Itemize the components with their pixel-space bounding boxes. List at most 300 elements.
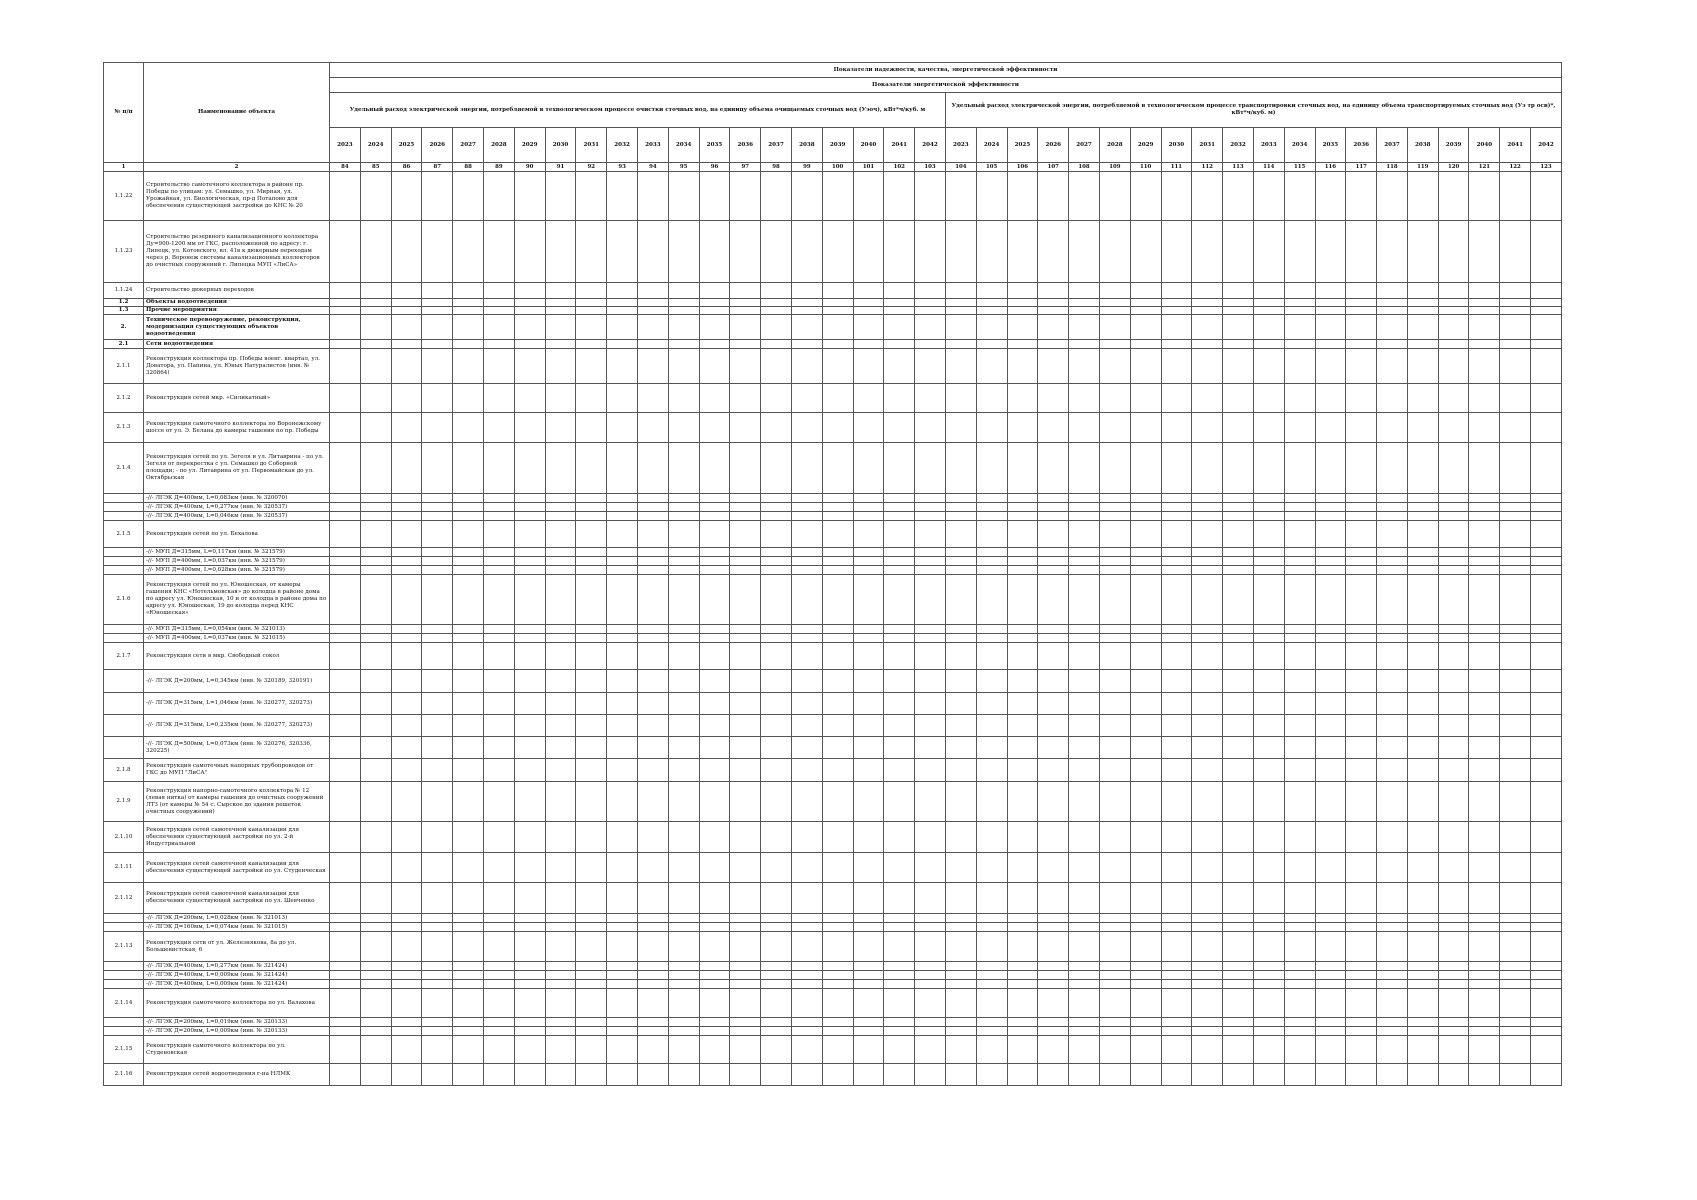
value-cell bbox=[761, 307, 792, 315]
value-cell bbox=[1223, 307, 1254, 315]
value-cell bbox=[1130, 923, 1161, 932]
value-cell bbox=[1130, 670, 1161, 693]
value-cell bbox=[884, 384, 915, 413]
value-cell bbox=[1007, 883, 1038, 914]
value-cell bbox=[1346, 307, 1377, 315]
value-cell bbox=[453, 914, 484, 923]
value-cell bbox=[1438, 413, 1469, 443]
value-cell bbox=[668, 715, 699, 737]
value-cell bbox=[1038, 566, 1069, 575]
value-cell bbox=[761, 883, 792, 914]
value-cell bbox=[483, 340, 514, 349]
value-cell bbox=[514, 737, 545, 759]
value-cell bbox=[607, 822, 638, 853]
header-column-number: 108 bbox=[1069, 163, 1100, 172]
value-cell bbox=[391, 221, 422, 283]
value-cell bbox=[1192, 340, 1223, 349]
value-cell bbox=[637, 759, 668, 782]
value-cell bbox=[545, 384, 576, 413]
value-cell bbox=[576, 503, 607, 512]
value-cell bbox=[1130, 512, 1161, 521]
value-cell bbox=[1531, 349, 1562, 384]
value-cell bbox=[976, 315, 1007, 340]
value-cell bbox=[699, 221, 730, 283]
value-cell bbox=[699, 822, 730, 853]
value-cell bbox=[391, 853, 422, 883]
value-cell bbox=[1438, 1018, 1469, 1027]
value-cell bbox=[576, 1027, 607, 1036]
value-cell bbox=[330, 670, 361, 693]
value-cell bbox=[637, 443, 668, 494]
header-column-number: 88 bbox=[453, 163, 484, 172]
value-cell bbox=[1192, 634, 1223, 643]
row-number bbox=[104, 980, 144, 989]
value-cell bbox=[853, 1027, 884, 1036]
value-cell bbox=[1007, 853, 1038, 883]
value-cell bbox=[637, 349, 668, 384]
value-cell bbox=[761, 172, 792, 221]
table-row bbox=[104, 384, 1562, 413]
value-cell bbox=[422, 512, 453, 521]
value-cell bbox=[1130, 980, 1161, 989]
value-cell bbox=[1007, 575, 1038, 625]
table-row bbox=[104, 914, 1562, 923]
value-cell bbox=[576, 962, 607, 971]
value-cell bbox=[545, 557, 576, 566]
value-cell bbox=[514, 962, 545, 971]
value-cell bbox=[1346, 566, 1377, 575]
header-column-number: 101 bbox=[853, 163, 884, 172]
value-cell bbox=[915, 759, 946, 782]
value-cell bbox=[422, 557, 453, 566]
value-cell bbox=[945, 557, 976, 566]
value-cell bbox=[1315, 384, 1346, 413]
value-cell bbox=[1469, 932, 1500, 962]
value-cell bbox=[1038, 822, 1069, 853]
value-cell bbox=[1253, 1018, 1284, 1027]
value-cell bbox=[1531, 1064, 1562, 1086]
value-cell bbox=[330, 1064, 361, 1086]
value-cell bbox=[761, 1027, 792, 1036]
value-cell bbox=[1407, 737, 1438, 759]
value-cell bbox=[545, 299, 576, 307]
value-cell bbox=[607, 759, 638, 782]
value-cell bbox=[976, 349, 1007, 384]
value-cell bbox=[1500, 172, 1531, 221]
value-cell bbox=[976, 932, 1007, 962]
value-cell bbox=[422, 315, 453, 340]
value-cell bbox=[576, 575, 607, 625]
value-cell bbox=[1284, 443, 1315, 494]
value-cell bbox=[945, 670, 976, 693]
value-cell bbox=[699, 340, 730, 349]
value-cell bbox=[1192, 822, 1223, 853]
value-cell bbox=[1130, 384, 1161, 413]
row-object-name: Объекты водоотведения bbox=[144, 299, 330, 307]
value-cell bbox=[1038, 221, 1069, 283]
value-cell bbox=[791, 634, 822, 643]
table-header bbox=[104, 63, 1562, 172]
value-cell bbox=[637, 283, 668, 299]
value-cell bbox=[699, 932, 730, 962]
value-cell bbox=[668, 307, 699, 315]
value-cell bbox=[1223, 971, 1254, 980]
row-number: 2.1 bbox=[104, 340, 144, 349]
value-cell bbox=[761, 634, 792, 643]
value-cell bbox=[1069, 737, 1100, 759]
value-cell bbox=[453, 503, 484, 512]
value-cell bbox=[1346, 512, 1377, 521]
value-cell bbox=[1161, 1018, 1192, 1027]
value-cell bbox=[330, 512, 361, 521]
value-cell bbox=[391, 971, 422, 980]
value-cell bbox=[884, 737, 915, 759]
value-cell bbox=[1315, 853, 1346, 883]
value-cell bbox=[1253, 989, 1284, 1018]
value-cell bbox=[483, 1027, 514, 1036]
value-cell bbox=[1253, 634, 1284, 643]
value-cell bbox=[761, 670, 792, 693]
value-cell bbox=[668, 670, 699, 693]
value-cell bbox=[668, 1018, 699, 1027]
value-cell bbox=[853, 634, 884, 643]
value-cell bbox=[1007, 548, 1038, 557]
value-cell bbox=[699, 1027, 730, 1036]
value-cell bbox=[576, 1036, 607, 1064]
row-object-name: Реконструкция напорно-самотечного коллектора № 12 (левая нитка) от камеры гашения до очистных сооружений ЛТЗ (от камеры № 54 с. Сырское до здания решеток очистных сооружений) bbox=[144, 782, 330, 822]
value-cell bbox=[1377, 221, 1408, 283]
value-cell bbox=[1346, 670, 1377, 693]
value-cell bbox=[360, 503, 391, 512]
value-cell bbox=[1284, 822, 1315, 853]
value-cell bbox=[1099, 283, 1130, 299]
value-cell bbox=[422, 349, 453, 384]
header-year: 2036 bbox=[1346, 128, 1377, 163]
value-cell bbox=[514, 853, 545, 883]
value-cell bbox=[699, 575, 730, 625]
value-cell bbox=[1192, 1036, 1223, 1064]
header-column-number: 122 bbox=[1500, 163, 1531, 172]
value-cell bbox=[915, 715, 946, 737]
value-cell bbox=[1130, 625, 1161, 634]
value-cell bbox=[1469, 1064, 1500, 1086]
value-cell bbox=[1007, 221, 1038, 283]
value-cell bbox=[884, 625, 915, 634]
value-cell bbox=[853, 962, 884, 971]
header-column-number: 85 bbox=[360, 163, 391, 172]
value-cell bbox=[1161, 759, 1192, 782]
value-cell bbox=[453, 643, 484, 670]
value-cell bbox=[1469, 980, 1500, 989]
value-cell bbox=[1130, 575, 1161, 625]
value-cell bbox=[637, 989, 668, 1018]
value-cell bbox=[483, 643, 514, 670]
value-cell bbox=[1377, 512, 1408, 521]
value-cell bbox=[637, 923, 668, 932]
value-cell bbox=[730, 221, 761, 283]
value-cell bbox=[1346, 932, 1377, 962]
value-cell bbox=[945, 443, 976, 494]
value-cell bbox=[637, 1018, 668, 1027]
header-year: 2024 bbox=[360, 128, 391, 163]
value-cell bbox=[1007, 923, 1038, 932]
value-cell bbox=[576, 914, 607, 923]
value-cell bbox=[791, 566, 822, 575]
value-cell bbox=[791, 503, 822, 512]
value-cell bbox=[884, 575, 915, 625]
row-object-name: Реконструкция коллектора пр. Победы военг. квартал, ул. Доватора, ул. Папина, ул. Юных Натуралистов (инв. № 320864) bbox=[144, 349, 330, 384]
value-cell bbox=[1438, 384, 1469, 413]
value-cell bbox=[976, 989, 1007, 1018]
value-cell bbox=[976, 1018, 1007, 1027]
value-cell bbox=[791, 737, 822, 759]
value-cell bbox=[422, 1027, 453, 1036]
table-row bbox=[104, 299, 1562, 307]
value-cell bbox=[1500, 548, 1531, 557]
value-cell bbox=[1130, 443, 1161, 494]
value-cell bbox=[1531, 443, 1562, 494]
value-cell bbox=[1315, 340, 1346, 349]
value-cell bbox=[483, 962, 514, 971]
value-cell bbox=[330, 962, 361, 971]
header-column-number: 112 bbox=[1192, 163, 1223, 172]
value-cell bbox=[1531, 853, 1562, 883]
table-row bbox=[104, 625, 1562, 634]
header-year: 2034 bbox=[668, 128, 699, 163]
value-cell bbox=[791, 914, 822, 923]
value-cell bbox=[453, 548, 484, 557]
value-cell bbox=[1315, 575, 1346, 625]
value-cell bbox=[822, 557, 853, 566]
value-cell bbox=[360, 307, 391, 315]
value-cell bbox=[483, 566, 514, 575]
value-cell bbox=[330, 643, 361, 670]
value-cell bbox=[1223, 494, 1254, 503]
value-cell bbox=[730, 989, 761, 1018]
header-year: 2038 bbox=[791, 128, 822, 163]
value-cell bbox=[761, 384, 792, 413]
value-cell bbox=[607, 221, 638, 283]
value-cell bbox=[976, 548, 1007, 557]
value-cell bbox=[391, 566, 422, 575]
value-cell bbox=[822, 512, 853, 521]
value-cell bbox=[1531, 566, 1562, 575]
value-cell bbox=[761, 971, 792, 980]
value-cell bbox=[1007, 932, 1038, 962]
value-cell bbox=[422, 1018, 453, 1027]
value-cell bbox=[453, 923, 484, 932]
value-cell bbox=[1007, 625, 1038, 634]
value-cell bbox=[1038, 1027, 1069, 1036]
value-cell bbox=[607, 503, 638, 512]
row-object-name: Реконструкция сетей самотечной канализации для обеспечения существующей застройки по ул. Шевченко bbox=[144, 883, 330, 914]
value-cell bbox=[1099, 853, 1130, 883]
value-cell bbox=[1253, 340, 1284, 349]
value-cell bbox=[1038, 989, 1069, 1018]
value-cell bbox=[761, 221, 792, 283]
value-cell bbox=[514, 989, 545, 1018]
value-cell bbox=[1438, 822, 1469, 853]
value-cell bbox=[1469, 221, 1500, 283]
value-cell bbox=[1069, 670, 1100, 693]
value-cell bbox=[1438, 737, 1469, 759]
value-cell bbox=[360, 1027, 391, 1036]
value-cell bbox=[1377, 1018, 1408, 1027]
value-cell bbox=[1438, 782, 1469, 822]
value-cell bbox=[1223, 643, 1254, 670]
value-cell bbox=[1223, 782, 1254, 822]
value-cell bbox=[1192, 349, 1223, 384]
value-cell bbox=[853, 625, 884, 634]
header-year: 2029 bbox=[1130, 128, 1161, 163]
value-cell bbox=[514, 172, 545, 221]
table-row bbox=[104, 782, 1562, 822]
value-cell bbox=[668, 315, 699, 340]
value-cell bbox=[1469, 914, 1500, 923]
value-cell bbox=[607, 172, 638, 221]
value-cell bbox=[1346, 1064, 1377, 1086]
value-cell bbox=[1407, 914, 1438, 923]
value-cell bbox=[1253, 521, 1284, 548]
value-cell bbox=[945, 634, 976, 643]
value-cell bbox=[1223, 172, 1254, 221]
value-cell bbox=[884, 548, 915, 557]
header-year: 2033 bbox=[637, 128, 668, 163]
value-cell bbox=[607, 923, 638, 932]
value-cell bbox=[1531, 634, 1562, 643]
value-cell bbox=[730, 172, 761, 221]
value-cell bbox=[1531, 822, 1562, 853]
value-cell bbox=[791, 932, 822, 962]
row-number: 1.1.24 bbox=[104, 283, 144, 299]
value-cell bbox=[1438, 548, 1469, 557]
value-cell bbox=[945, 172, 976, 221]
value-cell bbox=[915, 548, 946, 557]
header-year: 2027 bbox=[1069, 128, 1100, 163]
value-cell bbox=[699, 443, 730, 494]
value-cell bbox=[730, 575, 761, 625]
value-cell bbox=[545, 494, 576, 503]
value-cell bbox=[1099, 566, 1130, 575]
value-cell bbox=[822, 625, 853, 634]
value-cell bbox=[822, 566, 853, 575]
value-cell bbox=[853, 512, 884, 521]
value-cell bbox=[761, 548, 792, 557]
value-cell bbox=[976, 1027, 1007, 1036]
value-cell bbox=[761, 1018, 792, 1027]
value-cell bbox=[822, 670, 853, 693]
value-cell bbox=[1500, 299, 1531, 307]
value-cell bbox=[1253, 980, 1284, 989]
value-cell bbox=[607, 494, 638, 503]
value-cell bbox=[1192, 914, 1223, 923]
value-cell bbox=[422, 923, 453, 932]
value-cell bbox=[1377, 634, 1408, 643]
value-cell bbox=[791, 512, 822, 521]
value-cell bbox=[1407, 349, 1438, 384]
value-cell bbox=[514, 413, 545, 443]
value-cell bbox=[330, 782, 361, 822]
value-cell bbox=[915, 923, 946, 932]
value-cell bbox=[761, 512, 792, 521]
value-cell bbox=[1284, 782, 1315, 822]
value-cell bbox=[791, 340, 822, 349]
value-cell bbox=[391, 914, 422, 923]
value-cell bbox=[330, 971, 361, 980]
value-cell bbox=[1284, 221, 1315, 283]
value-cell bbox=[422, 283, 453, 299]
value-cell bbox=[483, 693, 514, 715]
value-cell bbox=[607, 971, 638, 980]
value-cell bbox=[884, 962, 915, 971]
value-cell bbox=[391, 172, 422, 221]
value-cell bbox=[1253, 670, 1284, 693]
value-cell bbox=[976, 557, 1007, 566]
value-cell bbox=[1346, 548, 1377, 557]
header-year: 2032 bbox=[607, 128, 638, 163]
value-cell bbox=[330, 759, 361, 782]
table-row bbox=[104, 315, 1562, 340]
value-cell bbox=[360, 782, 391, 822]
value-cell bbox=[1099, 349, 1130, 384]
value-cell bbox=[853, 715, 884, 737]
row-number bbox=[104, 962, 144, 971]
row-number: 1.3 bbox=[104, 307, 144, 315]
table-row bbox=[104, 521, 1562, 548]
value-cell bbox=[1284, 512, 1315, 521]
value-cell bbox=[1130, 1027, 1161, 1036]
value-cell bbox=[761, 349, 792, 384]
value-cell bbox=[1007, 634, 1038, 643]
header-column-number: 104 bbox=[945, 163, 976, 172]
value-cell bbox=[822, 413, 853, 443]
value-cell bbox=[668, 384, 699, 413]
value-cell bbox=[1407, 503, 1438, 512]
value-cell bbox=[668, 1036, 699, 1064]
value-cell bbox=[514, 1064, 545, 1086]
value-cell bbox=[791, 557, 822, 566]
value-cell bbox=[1130, 971, 1161, 980]
value-cell bbox=[1038, 299, 1069, 307]
value-cell bbox=[1069, 643, 1100, 670]
value-cell bbox=[1315, 643, 1346, 670]
value-cell bbox=[483, 782, 514, 822]
value-cell bbox=[607, 883, 638, 914]
value-cell bbox=[945, 521, 976, 548]
value-cell bbox=[330, 172, 361, 221]
value-cell bbox=[1038, 634, 1069, 643]
value-cell bbox=[884, 634, 915, 643]
value-cell bbox=[853, 932, 884, 962]
value-cell bbox=[761, 853, 792, 883]
row-number: 2.1.10 bbox=[104, 822, 144, 853]
value-cell bbox=[1253, 494, 1284, 503]
value-cell bbox=[1469, 634, 1500, 643]
value-cell bbox=[483, 521, 514, 548]
value-cell bbox=[1377, 782, 1408, 822]
value-cell bbox=[545, 625, 576, 634]
value-cell bbox=[1531, 989, 1562, 1018]
value-cell bbox=[483, 980, 514, 989]
value-cell bbox=[1007, 962, 1038, 971]
value-cell bbox=[853, 782, 884, 822]
value-cell bbox=[945, 883, 976, 914]
value-cell bbox=[1500, 443, 1531, 494]
value-cell bbox=[514, 643, 545, 670]
value-cell bbox=[1192, 693, 1223, 715]
table-row bbox=[104, 634, 1562, 643]
value-cell bbox=[1346, 384, 1377, 413]
